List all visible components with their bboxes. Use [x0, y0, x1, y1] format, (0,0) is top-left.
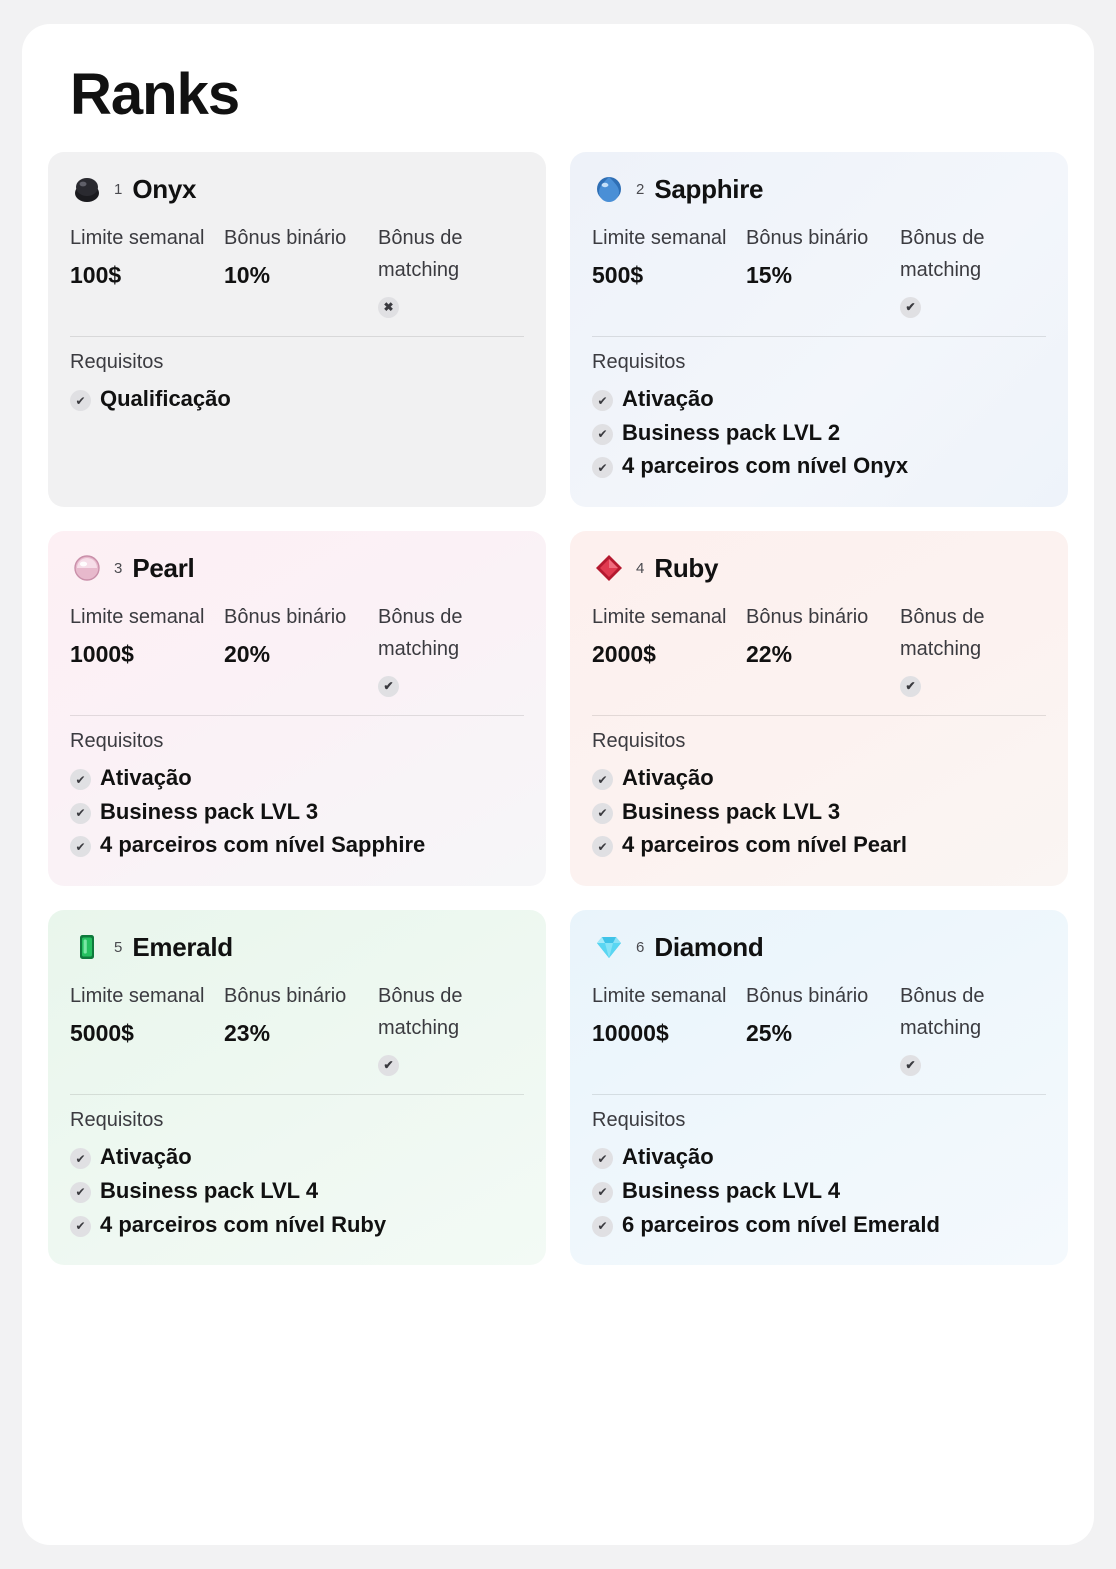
- weekly-limit-value: 10000$: [592, 1019, 669, 1046]
- check-icon: ✔: [70, 769, 91, 790]
- cross-icon: ✖: [378, 297, 399, 318]
- matching-bonus-label: Bônus de matching: [900, 985, 985, 1040]
- rank-index: 3: [114, 559, 123, 577]
- check-icon: ✔: [70, 803, 91, 824]
- check-icon: ✔: [592, 803, 613, 824]
- requirement-text: Business pack LVL 2: [622, 419, 841, 445]
- requirement-text: Ativação: [622, 1144, 714, 1170]
- check-icon: ✔: [592, 836, 613, 857]
- check-icon: ✔: [900, 1055, 921, 1076]
- weekly-limit-value: 5000$: [70, 1019, 134, 1046]
- check-icon: ✔: [70, 1182, 91, 1203]
- matching-bonus-label: Bônus de matching: [378, 985, 463, 1040]
- requirements-label: Requisitos: [592, 730, 686, 753]
- matching-bonus-value: [378, 292, 524, 322]
- list-item: [592, 797, 1046, 827]
- requirement-text: Business pack LVL 3: [622, 798, 841, 824]
- rank-name: Ruby: [654, 552, 719, 583]
- requirements-label: Requisitos: [70, 1109, 164, 1132]
- rank-stats: [70, 222, 524, 337]
- list-item: [70, 1176, 524, 1206]
- pearl-gem-icon: [70, 551, 104, 585]
- weekly-limit-label: Limite semanal: [70, 606, 205, 629]
- weekly-limit-value: 2000$: [592, 640, 656, 667]
- weekly-limit-value: 1000$: [70, 640, 134, 667]
- binary-bonus-label: Bônus binário: [224, 606, 347, 629]
- check-icon: ✔: [900, 297, 921, 318]
- requirement-text: Qualificação: [100, 386, 231, 411]
- rank-name: Sapphire: [654, 173, 764, 204]
- matching-bonus-value: [900, 671, 1046, 701]
- rank-card-diamond[interactable]: [570, 910, 1068, 1265]
- ranks-panel: [22, 24, 1094, 1545]
- check-icon: ✔: [592, 1216, 613, 1237]
- requirements-label: Requisitos: [592, 351, 686, 373]
- weekly-limit-label: Limite semanal: [592, 985, 727, 1008]
- rank-header: [592, 172, 1046, 206]
- rank-stats: [592, 980, 1046, 1095]
- requirement-text: 4 parceiros com nível Ruby: [100, 1211, 387, 1237]
- rank-card-ruby[interactable]: [570, 531, 1068, 886]
- check-icon: ✔: [592, 769, 613, 790]
- binary-bonus-value: 23%: [224, 1019, 271, 1046]
- rank-index: 4: [636, 559, 645, 577]
- requirement-text: Ativação: [622, 386, 714, 411]
- rank-card-sapphire[interactable]: [570, 152, 1068, 507]
- requirements-list: [70, 759, 524, 864]
- list-item: [592, 1176, 1046, 1206]
- rank-header: [592, 551, 1046, 585]
- rank-stats: [70, 980, 524, 1095]
- requirement-text: 6 parceiros com nível Emerald: [622, 1211, 940, 1237]
- list-item: [70, 797, 524, 827]
- list-item: [592, 1142, 1046, 1172]
- list-item: [70, 1142, 524, 1172]
- list-item: [592, 451, 1046, 481]
- list-item: [592, 830, 1046, 860]
- list-item: [70, 763, 524, 793]
- rank-card-emerald[interactable]: [48, 910, 546, 1265]
- requirements-list: [70, 380, 524, 418]
- requirement-text: Ativação: [100, 765, 192, 791]
- rank-name: Onyx: [132, 173, 197, 204]
- requirements-list: [592, 1138, 1046, 1243]
- weekly-limit-label: Limite semanal: [592, 606, 727, 629]
- weekly-limit-value: 100$: [70, 261, 122, 288]
- rank-index: 5: [114, 938, 123, 956]
- requirement-text: 4 parceiros com nível Onyx: [622, 453, 909, 479]
- matching-bonus-value: [900, 292, 1046, 322]
- rank-stats: [592, 222, 1046, 337]
- check-icon: ✔: [592, 390, 613, 411]
- check-icon: ✔: [70, 836, 91, 857]
- requirement-text: 4 parceiros com nível Pearl: [622, 832, 907, 858]
- binary-bonus-value: 20%: [224, 640, 271, 667]
- check-icon: ✔: [70, 1216, 91, 1237]
- requirements-list: [70, 1138, 524, 1243]
- binary-bonus-value: 22%: [746, 640, 793, 667]
- requirements-label: Requisitos: [70, 730, 164, 753]
- matching-bonus-value: [378, 671, 524, 701]
- binary-bonus-value: 10%: [224, 261, 271, 288]
- matching-bonus-value: [900, 1050, 1046, 1080]
- check-icon: ✔: [70, 1148, 91, 1169]
- check-icon: ✔: [592, 1182, 613, 1203]
- list-item: [70, 384, 524, 414]
- check-icon: ✔: [70, 390, 91, 411]
- rank-index: 1: [114, 180, 123, 198]
- rank-index: 2: [636, 180, 645, 198]
- weekly-limit-label: Limite semanal: [592, 227, 727, 249]
- binary-bonus-value: 25%: [746, 1019, 793, 1046]
- rank-header: [70, 930, 524, 964]
- rank-header: [70, 172, 524, 206]
- rank-name: Pearl: [132, 552, 195, 583]
- check-icon: ✔: [592, 1148, 613, 1169]
- requirement-text: Business pack LVL 3: [100, 798, 319, 824]
- rank-index: 6: [636, 938, 645, 956]
- rank-header: [592, 930, 1046, 964]
- requirement-text: Ativação: [622, 765, 714, 791]
- matching-bonus-label: Bônus de matching: [378, 606, 463, 661]
- emerald-gem-icon: [70, 930, 104, 964]
- requirement-text: Business pack LVL 4: [622, 1177, 841, 1203]
- matching-bonus-label: Bônus de matching: [900, 606, 985, 661]
- weekly-limit-label: Limite semanal: [70, 985, 205, 1008]
- rank-name: Diamond: [654, 931, 764, 962]
- ranks-grid: [48, 152, 1068, 1265]
- requirement-text: 4 parceiros com nível Sapphire: [100, 832, 426, 858]
- rank-header: [70, 551, 524, 585]
- requirements-label: Requisitos: [70, 351, 164, 373]
- check-icon: ✔: [592, 424, 613, 445]
- onyx-gem-icon: [70, 172, 104, 206]
- rank-card-pearl[interactable]: [48, 531, 546, 886]
- requirements-list: [592, 380, 1046, 485]
- list-item: [592, 418, 1046, 448]
- matching-bonus-label: Bônus de matching: [378, 227, 463, 281]
- check-icon: ✔: [592, 457, 613, 478]
- page-title: Ranks: [70, 62, 240, 127]
- list-item: [70, 830, 524, 860]
- list-item: [592, 384, 1046, 414]
- matching-bonus-label: Bônus de matching: [900, 227, 985, 281]
- check-icon: ✔: [378, 1055, 399, 1076]
- weekly-limit-value: 500$: [592, 261, 644, 288]
- requirements-label: Requisitos: [592, 1109, 686, 1132]
- list-item: [70, 1210, 524, 1240]
- binary-bonus-value: 15%: [746, 261, 793, 288]
- diamond-gem-icon: [592, 930, 626, 964]
- sapphire-gem-icon: [592, 172, 626, 206]
- rank-name: Emerald: [132, 931, 233, 962]
- requirements-list: [592, 759, 1046, 864]
- requirement-text: Ativação: [100, 1144, 192, 1170]
- rank-stats: [592, 601, 1046, 716]
- list-item: [592, 763, 1046, 793]
- binary-bonus-label: Bônus binário: [746, 985, 869, 1008]
- binary-bonus-label: Bônus binário: [746, 227, 869, 249]
- ruby-gem-icon: [592, 551, 626, 585]
- list-item: [592, 1210, 1046, 1240]
- check-icon: ✔: [378, 676, 399, 697]
- matching-bonus-value: [378, 1050, 524, 1080]
- binary-bonus-label: Bônus binário: [746, 606, 869, 629]
- check-icon: ✔: [900, 676, 921, 697]
- binary-bonus-label: Bônus binário: [224, 985, 347, 1008]
- weekly-limit-label: Limite semanal: [70, 227, 205, 249]
- rank-card-onyx[interactable]: [48, 152, 546, 507]
- binary-bonus-label: Bônus binário: [224, 227, 347, 249]
- requirement-text: Business pack LVL 4: [100, 1177, 319, 1203]
- rank-stats: [70, 601, 524, 716]
